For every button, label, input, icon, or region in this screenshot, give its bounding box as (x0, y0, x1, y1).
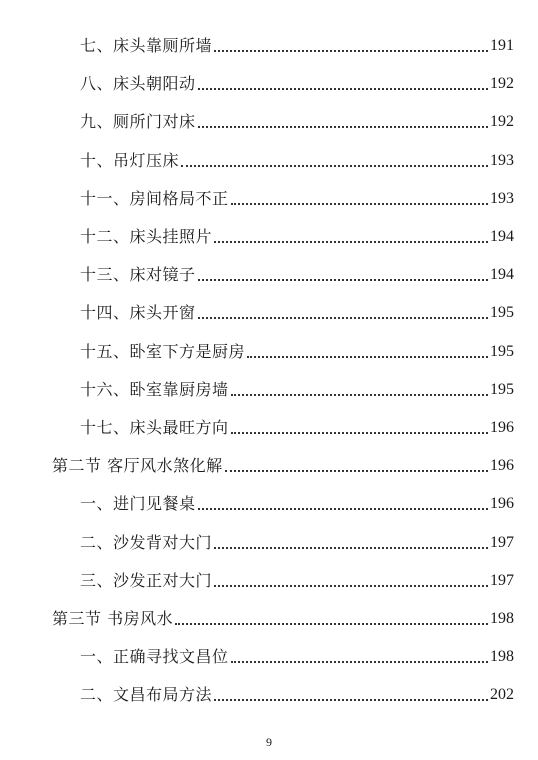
toc-entry[interactable] (80, 681, 514, 705)
dot-leader (231, 203, 488, 205)
toc-entry-title: 十二、床头挂照片 (80, 227, 213, 246)
dot-leader (198, 279, 488, 281)
toc-entry-page: 195 (490, 342, 514, 360)
toc-entry-page: 196 (490, 457, 514, 475)
toc-entry-page: 193 (490, 151, 514, 169)
toc-entry[interactable] (80, 490, 514, 514)
toc-entry-title: 三、沙发正对大门 (80, 570, 213, 590)
dot-leader (231, 394, 488, 396)
dot-leader (214, 50, 488, 52)
toc-entry[interactable] (80, 185, 514, 209)
dot-leader (225, 470, 488, 472)
toc-entry-page: 191 (490, 37, 514, 54)
toc-entry[interactable] (80, 643, 514, 667)
toc-entry-title: 八、床头朝阳动 (80, 74, 196, 94)
dot-leader (231, 432, 488, 434)
dot-leader (198, 126, 488, 128)
dot-leader (198, 317, 488, 319)
toc-entry[interactable] (80, 261, 514, 285)
toc-entry[interactable] (80, 529, 514, 553)
toc-entry-page: 197 (490, 571, 514, 589)
toc-entry[interactable] (80, 376, 514, 400)
toc-entry-page: 195 (490, 380, 514, 398)
toc-entry[interactable] (80, 70, 514, 94)
page-number: 9 (266, 735, 272, 749)
dot-leader (214, 585, 488, 587)
toc-entry[interactable] (80, 567, 514, 591)
dot-leader (198, 88, 488, 90)
dot-leader (214, 547, 488, 549)
toc-entry-page: 193 (490, 189, 514, 207)
toc-entry-title: 一、进门见餐桌 (80, 494, 196, 514)
toc-entry-title: 十七、床头最旺方向 (80, 418, 229, 437)
toc-entry-page: 196 (490, 495, 514, 513)
toc-section-entry[interactable] (52, 605, 514, 629)
toc-entry-page: 192 (490, 75, 514, 93)
toc-entry-title: 九、厕所门对床 (80, 112, 196, 132)
dot-leader (175, 623, 488, 625)
toc-entry[interactable] (80, 147, 514, 171)
toc-entry-page: 194 (490, 266, 514, 284)
toc-entry-page: 196 (490, 419, 514, 436)
toc-entry-page: 192 (490, 113, 514, 131)
dot-leader (231, 661, 488, 663)
toc-entry-page: 198 (490, 648, 514, 666)
toc-entry-title: 第二节 客厅风水煞化解 (52, 456, 223, 476)
toc-entry-page: 197 (490, 533, 514, 551)
toc-entry[interactable] (80, 223, 514, 247)
dot-leader (198, 508, 488, 510)
toc-entry-title: 第三节 书房风水 (52, 609, 174, 628)
toc-entry-page: 195 (490, 304, 514, 322)
toc-entry-title: 十、吊灯压床 (80, 150, 180, 170)
toc-entry-title: 十三、床对镜子 (80, 265, 196, 285)
toc-entry-title: 七、床头靠厕所墙 (80, 36, 213, 55)
dot-leader (214, 241, 488, 243)
toc-entry-page: 198 (490, 610, 514, 627)
toc-entry[interactable] (80, 338, 514, 362)
toc-entry[interactable] (80, 299, 514, 323)
toc-entry-page: 202 (490, 686, 514, 704)
toc-entry-title: 十四、床头开窗 (80, 303, 196, 323)
toc-entry[interactable] (80, 108, 514, 132)
dot-leader (247, 356, 488, 358)
toc-entry-title: 二、文昌布局方法 (80, 685, 213, 705)
toc-entry[interactable] (80, 32, 514, 56)
toc-entry-title: 十六、卧室靠厨房墙 (80, 379, 229, 399)
toc-entry-title: 十一、房间格局不正 (80, 188, 229, 208)
dot-leader (214, 699, 488, 701)
toc-entry-title: 十五、卧室下方是厨房 (80, 341, 246, 361)
toc-entry-page: 194 (490, 228, 514, 245)
dot-leader (181, 165, 488, 167)
toc-entry-title: 一、正确寻找文昌位 (80, 647, 229, 667)
toc-entry-title: 二、沙发背对大门 (80, 532, 213, 552)
toc-section-entry[interactable] (52, 452, 514, 476)
toc-entry[interactable] (80, 414, 514, 438)
